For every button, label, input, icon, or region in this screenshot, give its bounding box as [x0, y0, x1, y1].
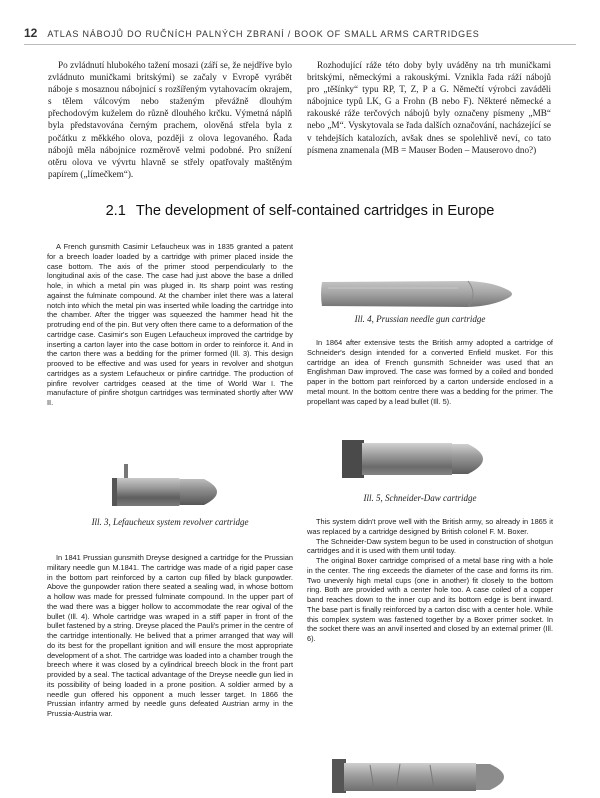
section-number: 2.1 — [105, 203, 126, 219]
schneider-daw-cartridge-photo — [340, 435, 500, 481]
left-column-bottom — [47, 553, 293, 719]
paragraph-lefaucheux: A French gunsmith Casimir Lefaucheux was in 1835 granted a patent for a breech loader loaded by a cartridge with primer placed inside the case bottom. The axis of the primer stood perpendicularly to the longitudinal axis of the case. The case had just above the base a drilled hole, in which a metal pin was pluged in. Its sharp point was resting against the fulminate compound. At the chamber inlet there was a lateral notch into which the metal pin was inserted while loading the cartridge into the chamber. After the trigger was squeezed the hammer head hit the protruding end of the pin. But very often there came to a deformation of the cartridge case. Casimir's son Eugen Lefaucheux improved the cartridge by inserting a carton layer into the case bottom in order to reinforce it. And in the carton there was a bedding for the primer formed (Ill. 3). This design prooved to be effective and was used for years in revolver and shotgun cartridges as a system Lefaucheux or pinfire cartridge. The production of pinfire revolver cartridges ceased at the time of World War I. The manufacture of pinfire shotgun cartridges was terminated shortly after WW II. — [47, 242, 293, 407]
section-heading — [0, 203, 600, 219]
right-column-top — [307, 338, 553, 406]
right-column-bottom — [307, 517, 553, 644]
czech-paragraph-right: Rozhodující ráže této doby byly uváděny na trh muničkami britskými, německými a rakouskými. Vznikla řada ráží nábojů pro „těšínky“ typu RP, T, Z, P a G. Němečtí výrobci zaváděli nábojnice typů LK, G a Frohn (B nebo F). Některé německé a rakouské ráže terčových nábojů byly označeny písmeny „MB“ nebo „M“. Vyskytovala se řada dalších označování, nacházející se v tehdejších katalozích, avšak dnes se spolehlivě neví, co tato písmena znamenala (MB = Mauser Boden – Mauserovo dno?) — [307, 60, 551, 155]
czech-paragraph-left: Po zvládnutí hlubokého tažení mosazi (září se, že nejdříve bylo zvládnuto muničkami britskými) se začaly v Evropě vyrábět náboje s mosaznou nábojnicí s rozšířeným vytahovacím okrajem, s tělem válcovým nebo staženým převážně dlouhým přechodovým kuželem do různě dlouhého krčku. Výmetná náplň byla představována černým prachem, olověná střela byla z počátku z měkkého olova, později z olova legovaného. Řada nábojů měla nábojnice rozměrově velmi podobné. Pro snížení otěru olova ve vývrtu hlavně se střely opatřovaly maštěným papírem („límečkem“). — [48, 60, 292, 179]
section-title: The development of self-contained cartridges in Europe — [135, 203, 495, 219]
paragraph-dreyse: In 1841 Prussian gunsmith Dreyse designed a cartridge for the Prussian military needle gun M.1841. The cartridge was made of a rigid paper case in the bottom part reinforced by a carton cup filled by black gunpowder. Above the gunpowder ration there seated a sealing wad, in whose bottom a hollow was made for pressed fulminate compound. In the upper part of the wad there was a bigger hollow to accommodate the rear ogival of the bullet (Ill. 4). Whole cartridge was wraped in a stiff paper in front of the bullet fastened by a string. Dreyse placed the Pauli's primer in the centre of the cartridge intentionally. He belived that a primer arranged that way will do its best for the propellant ignition and will ensure the most appropriate development of a shot. The cartridge was loaded into a chamber trough the breech where it was closed by a cylindrical breech block in the front part provided by a seal. The tactical advantage of the Dreyse needle gun lied in its possibility of being loaded in a prone position. A soldier armed by a needle gun offered his opponent a much lesser target. In 1866 the Prussian infantry armed by needle guns defeated Austrian army in the Prussia-Austria war. — [47, 553, 293, 718]
caption-ill-4: Ill. 4, Prussian needle gun cartridge — [354, 314, 486, 324]
pinfire-cartridge-photo — [108, 462, 232, 508]
page-number: 12 — [24, 26, 38, 40]
caption-ill-3: Ill. 3, Lefaucheux system revolver cartridge — [91, 517, 249, 527]
paragraph-boxer-intro: This system didn't prove well with the British army, so already in 1865 it was replaced by a cartridge designed by British colonel F. M. Boxer. — [307, 517, 553, 536]
caption-ill-5: Ill. 5, Schneider-Daw cartridge — [363, 493, 477, 503]
boxer-cartridge-photo — [330, 755, 520, 795]
running-header — [24, 26, 576, 42]
header-rule — [24, 44, 576, 45]
needle-gun-cartridge-photo — [318, 276, 518, 312]
paragraph-schneider: In 1864 after extensive tests the British army adopted a cartridge of Schneider's design intended for a converted Enfield musket. For this cartridge an idea of French gunsmith Schneider was used that an Englishman Daw improved. The case was formed by a coiled and bonded paper in the bottom part reinforced by a carton underside enclosed in a metal mount. In the bottom centre there was a bedding for the primer. The propellant was caped by a lead bullet (Ill. 5). — [307, 338, 553, 406]
paragraph-schneider-daw-system: The Schneider-Daw system begun to be used in construction of shotgun cartridges and it is used with them until today. — [307, 536, 553, 556]
book-title: ATLAS NÁBOJŮ DO RUČNÍCH PALNÝCH ZBRANÍ / BOOK OF SMALL ARMS CARTRIDGES — [47, 29, 480, 39]
paragraph-boxer-cartridge: The original Boxer cartridge comprised of a metal base ring with a hole in the center. The ring exceeds the diameter of the case and forms its rim. Two unevenly high metal cups (one in another) fit closely to the bottom ring. Both are provided with a center hole too. A case coiled of a copper band reaches down to the inner cup and its bottom edge is bent inward. The base part is finally reinforced by a carton disc with a center hole. While this complex system was fastened together by a Boxer primer socket. In the socket there was an anvil inserted and closed by an external primer (Ill. 6). — [307, 556, 553, 643]
left-column-top — [47, 242, 293, 408]
